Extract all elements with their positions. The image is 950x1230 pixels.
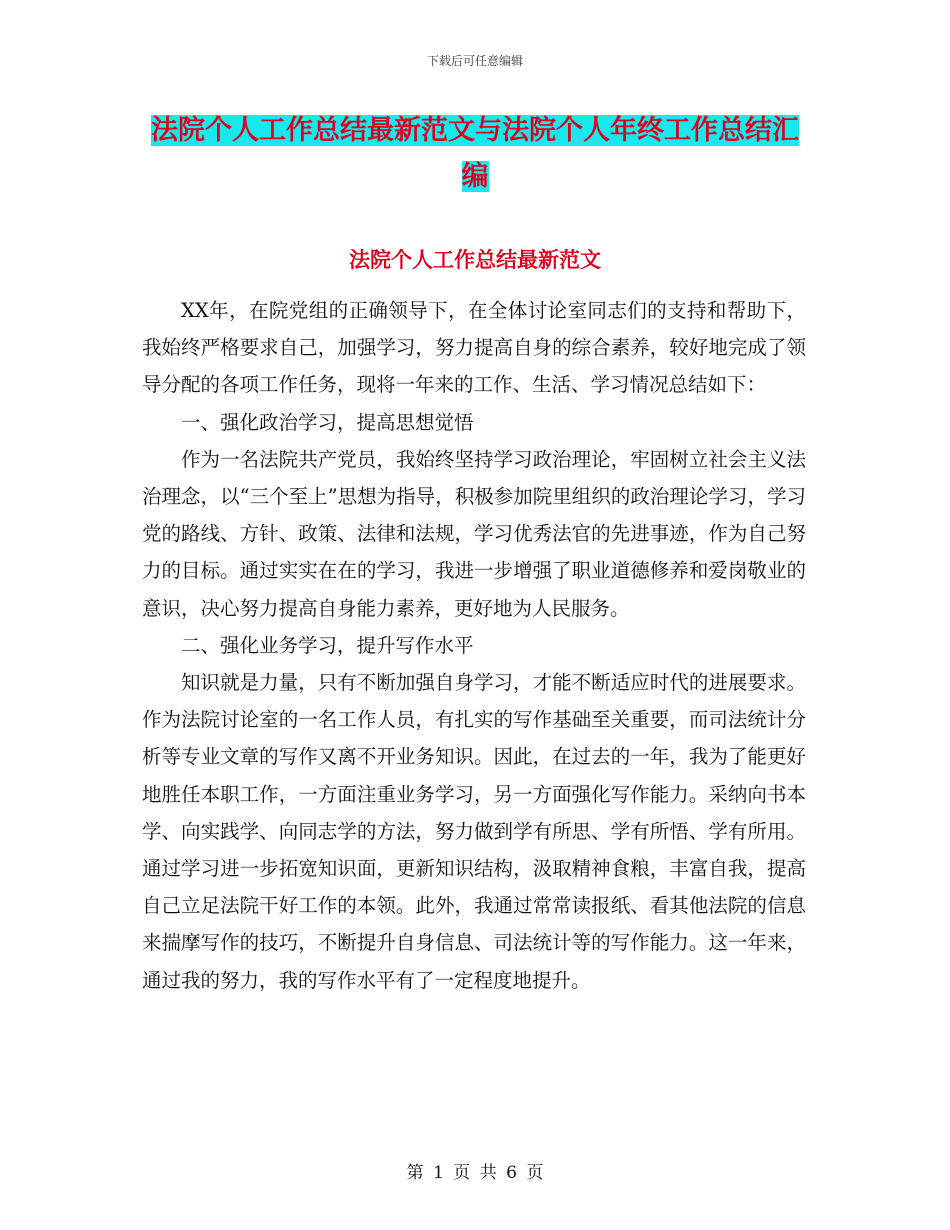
body-text (142, 292, 806, 999)
paragraph-political-study: 作为一名法院共产党员，我始终坚持学习政治理论，牢固树立社会主义法治理念，以“三个至上”思想为指导，积极参加院里组织的政治理论学习，学习党的路线、方针、政策、法律和法规，学习优秀法官的先进事迹，作为自己努力的目标。通过实实在在的学习，我进一步增强了职业道德修养和爱岗敬业的意识，决心努力提高自身能力素养，更好地为人民服务。 (142, 447, 806, 620)
document-title-text: 法院个人工作总结最新范文与法院个人年终工作总结汇编 (151, 115, 799, 192)
heading-business-study: 二、强化业务学习，提升写作水平 (181, 633, 474, 657)
header-note: 下载后可任意编辑 (426, 54, 523, 68)
document-title (140, 108, 810, 200)
section-title: 法院个人工作总结最新范文 (349, 248, 601, 272)
heading-political-study: 一、强化政治学习，提高思想觉悟 (181, 410, 474, 434)
paragraph-intro: XX年，在院党组的正确领导下，在全体讨论室同志们的支持和帮助下，我始终严格要求自己，加强学习，努力提高自身的综合素养，较好地完成了领导分配的各项工作任务，现将一年来的工作、生活、学习情况总结如下： (142, 299, 806, 397)
page-number: 第 1 页 共 6 页 (406, 1163, 544, 1183)
paragraph-business-study: 知识就是力量，只有不断加强自身学习，才能不断适应时代的进展要求。作为法院讨论室的一名工作人员，有扎实的写作基础至关重要，而司法统计分析等专业文章的写作又离不开业务知识。因此，在过去的一年，我为了能更好地胜任本职工作，一方面注重业务学习，另一方面强化写作能力。采纳向书本学、向实践学、向同志学的方法，努力做到学有所思、学有所悟、学有所用。通过学习进一步拓宽知识面，更新知识结构，汲取精神食粮，丰富自我，提高自己立足法院干好工作的本领。此外，我通过常常读报纸、看其他法院的信息来揣摩写作的技巧，不断提升自身信息、司法统计等的写作能力。这一年来，通过我的努力，我的写作水平有了一定程度地提升。 (142, 671, 806, 992)
